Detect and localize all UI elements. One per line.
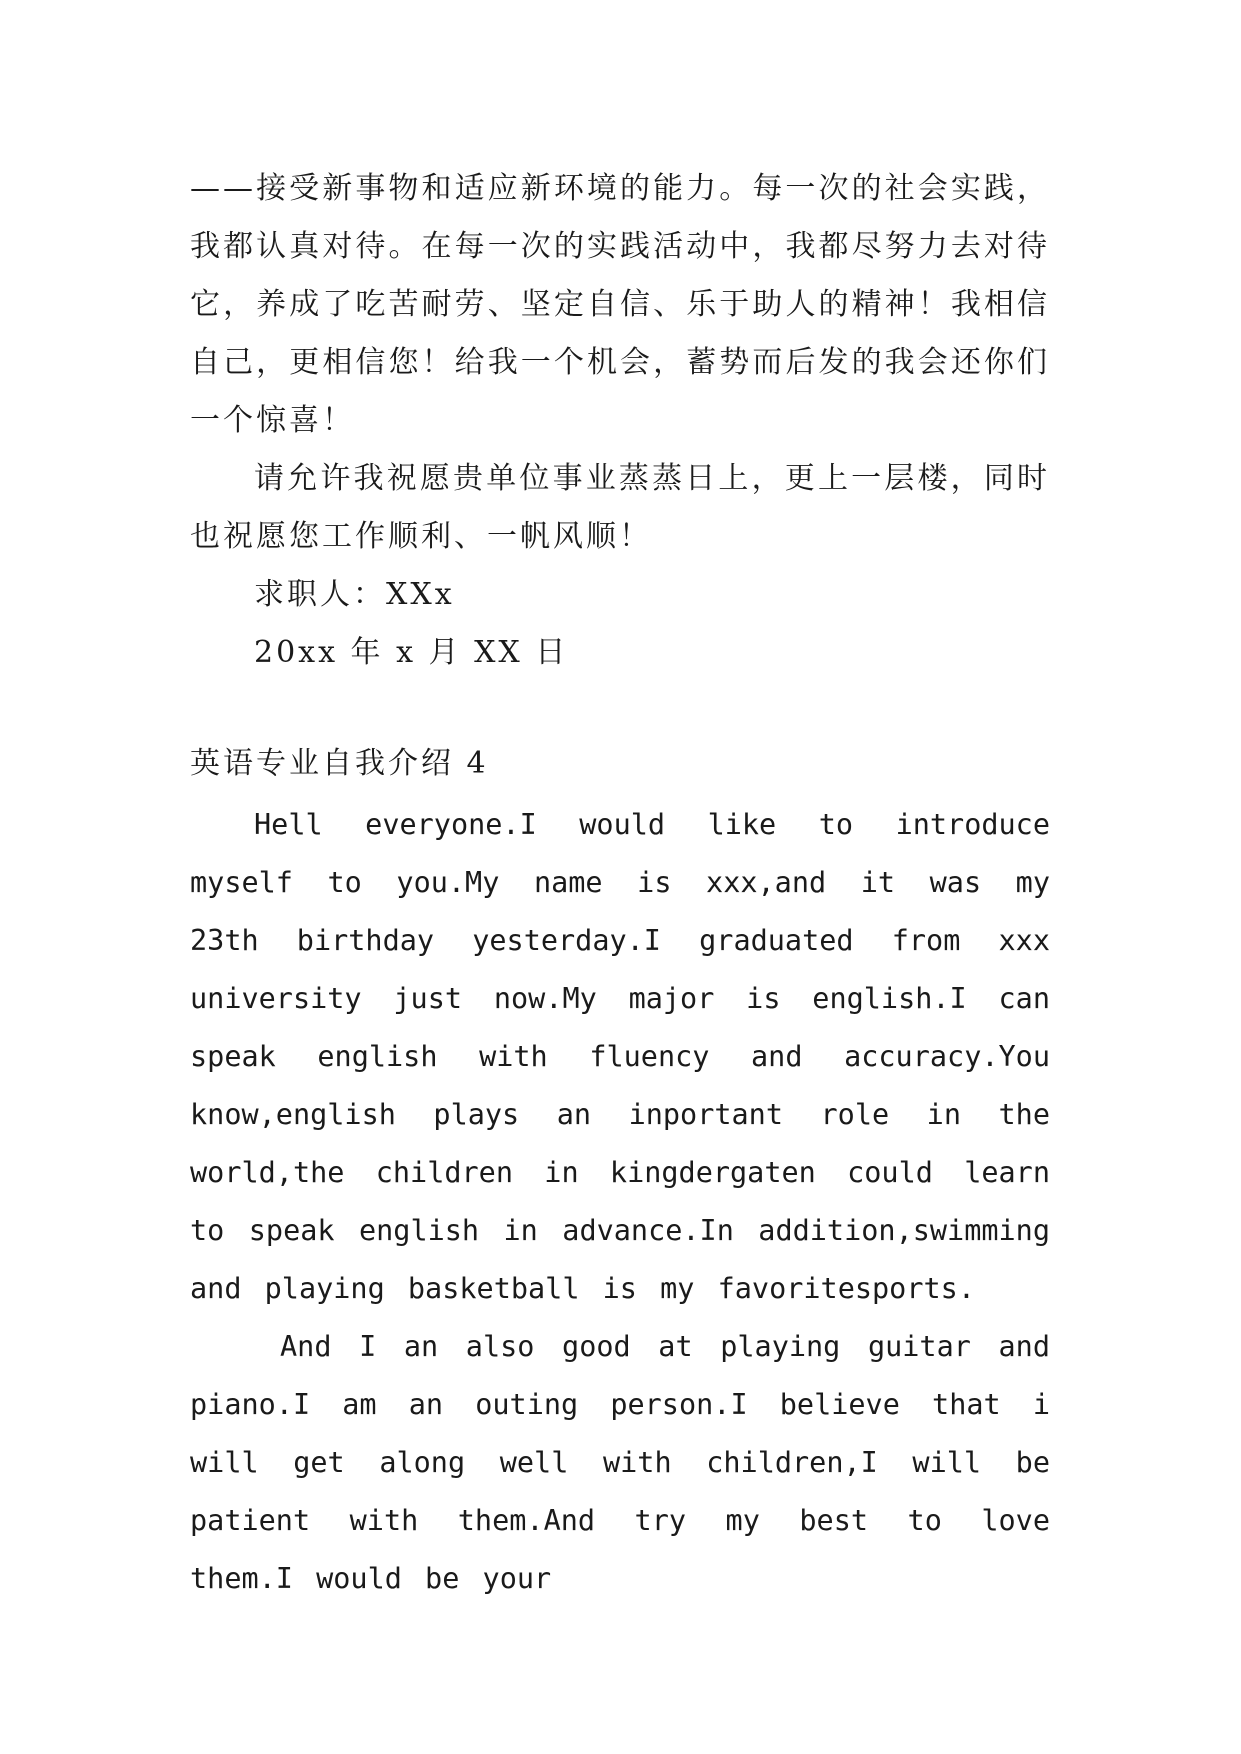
wishes-paragraph (190, 450, 1050, 566)
date-line (254, 624, 1114, 682)
date-text: 20xx 年 x 月 XX 日 (254, 635, 569, 670)
paragraph-continuation: ——接受新事物和适应新环境的能力。每一次的社会实践，我都认真对待。在每一次的实践活动中，我都尽努力去对待它，养成了吃苦耐劳、坚定自信、乐于助人的精神！我相信自己，更相信您！给我一个机会，蓄势而后发的我会还你们一个惊喜！ (190, 171, 1050, 438)
signature-text: 求职人：XXx (254, 577, 455, 612)
english-paragraph-1 (190, 796, 1050, 1318)
english-intro-text: Hell everyone.I would like to introduce myself to you.My name is xxx,and it was my 23th birthday yesterday.I graduated from xxx university just now.My major is english.I can speak english with fluency and accuracy.You know,english plays an inportant role in the world,the children in kingdergaten could learn to speak english in advance.In addition,swimming and playing basketball is my favoritesports. (190, 808, 1050, 1305)
signature-line (254, 566, 1114, 624)
section-title: 英语专业自我介绍 4 (190, 746, 489, 781)
closing-paragraph (190, 160, 1050, 450)
english-paragraph-2 (190, 1318, 1050, 1608)
wishes-text: 请允许我祝愿贵单位事业蒸蒸日上，更上一层楼，同时也祝愿您工作顺利、一帆风顺！ (190, 461, 1050, 554)
english-hobbies-text: And I an also good at playing guitar and piano.I am an outing person.I believe that i will get along well with children,I will be patient with them.And try my best to love them.I would be your (190, 1330, 1050, 1595)
